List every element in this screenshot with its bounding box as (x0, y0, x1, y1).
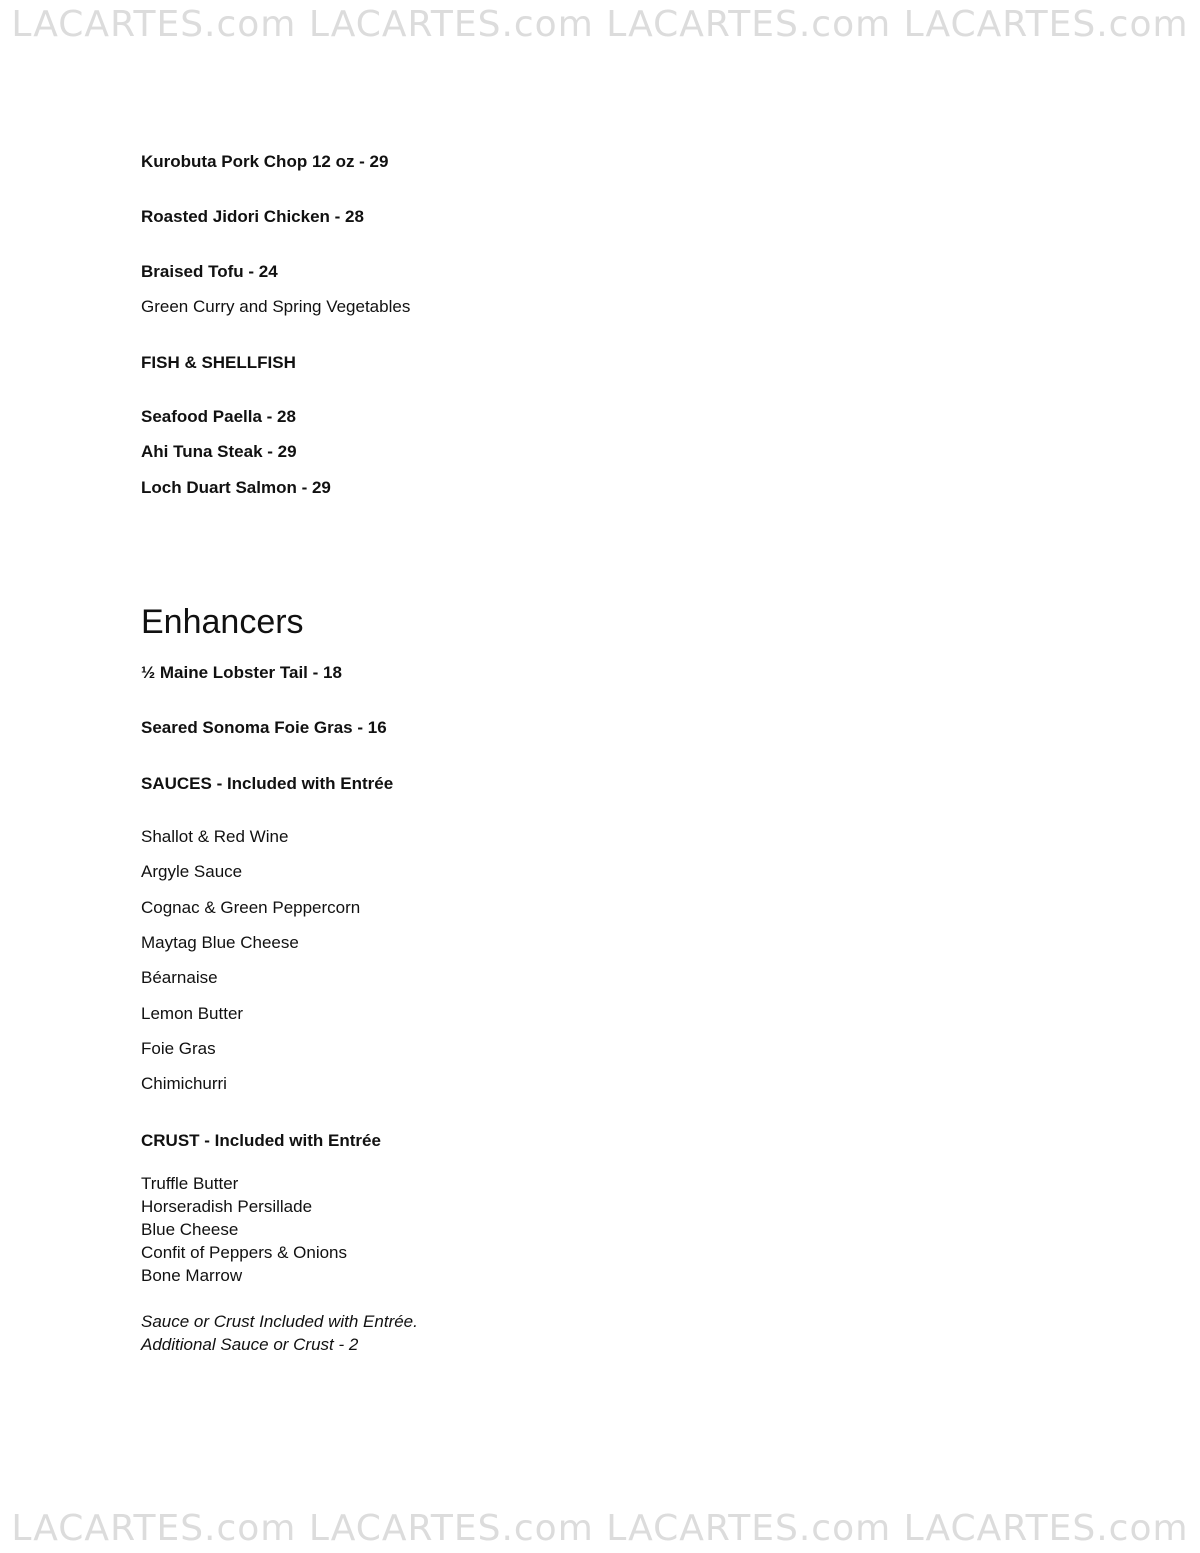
menu-item-salmon: Loch Duart Salmon - 29 (141, 478, 331, 497)
menu-item-tofu: Braised Tofu - 24 (141, 262, 278, 281)
section-heading-fish: FISH & SHELLFISH (141, 353, 296, 372)
sauce-item: Maytag Blue Cheese (141, 933, 299, 952)
sauce-item: Lemon Butter (141, 1004, 244, 1023)
watermark-top: LACARTES.com LACARTES.com LACARTES.com LACARTES.com (11, 4, 1189, 45)
section-title-enhancers: Enhancers (141, 603, 304, 641)
crust-item: Confit of Peppers & Onions (141, 1243, 348, 1262)
menu-item-chicken: Roasted Jidori Chicken - 28 (141, 207, 364, 226)
sauce-item: Foie Gras (141, 1039, 216, 1058)
menu-item-paella: Seafood Paella - 28 (141, 407, 296, 426)
sauce-item: Béarnaise (141, 968, 218, 987)
crust-item: Bone Marrow (141, 1266, 243, 1285)
section-heading-crust: CRUST - Included with Entrée (141, 1131, 381, 1150)
note-additional: Additional Sauce or Crust - 2 (141, 1335, 359, 1354)
crust-item: Blue Cheese (141, 1220, 239, 1239)
menu-item-tuna: Ahi Tuna Steak - 29 (141, 442, 297, 461)
crust-item: Truffle Butter (141, 1174, 239, 1193)
menu-item-tofu-description: Green Curry and Spring Vegetables (141, 297, 411, 316)
watermark-bottom: LACARTES.com LACARTES.com LACARTES.com LACARTES.com (11, 1508, 1189, 1549)
sauce-item: Cognac & Green Peppercorn (141, 898, 361, 917)
section-heading-sauces: SAUCES - Included with Entrée (141, 774, 394, 793)
menu-item-foie-gras: Seared Sonoma Foie Gras - 16 (141, 718, 387, 737)
sauce-item: Chimichurri (141, 1074, 227, 1093)
sauce-item: Argyle Sauce (141, 862, 243, 881)
menu-item-pork-chop: Kurobuta Pork Chop 12 oz - 29 (141, 152, 389, 171)
menu-item-lobster-tail: ½ Maine Lobster Tail - 18 (141, 663, 342, 682)
note-included: Sauce or Crust Included with Entrée. (141, 1312, 418, 1331)
crust-item: Horseradish Persillade (141, 1197, 313, 1216)
sauce-item: Shallot & Red Wine (141, 827, 289, 846)
